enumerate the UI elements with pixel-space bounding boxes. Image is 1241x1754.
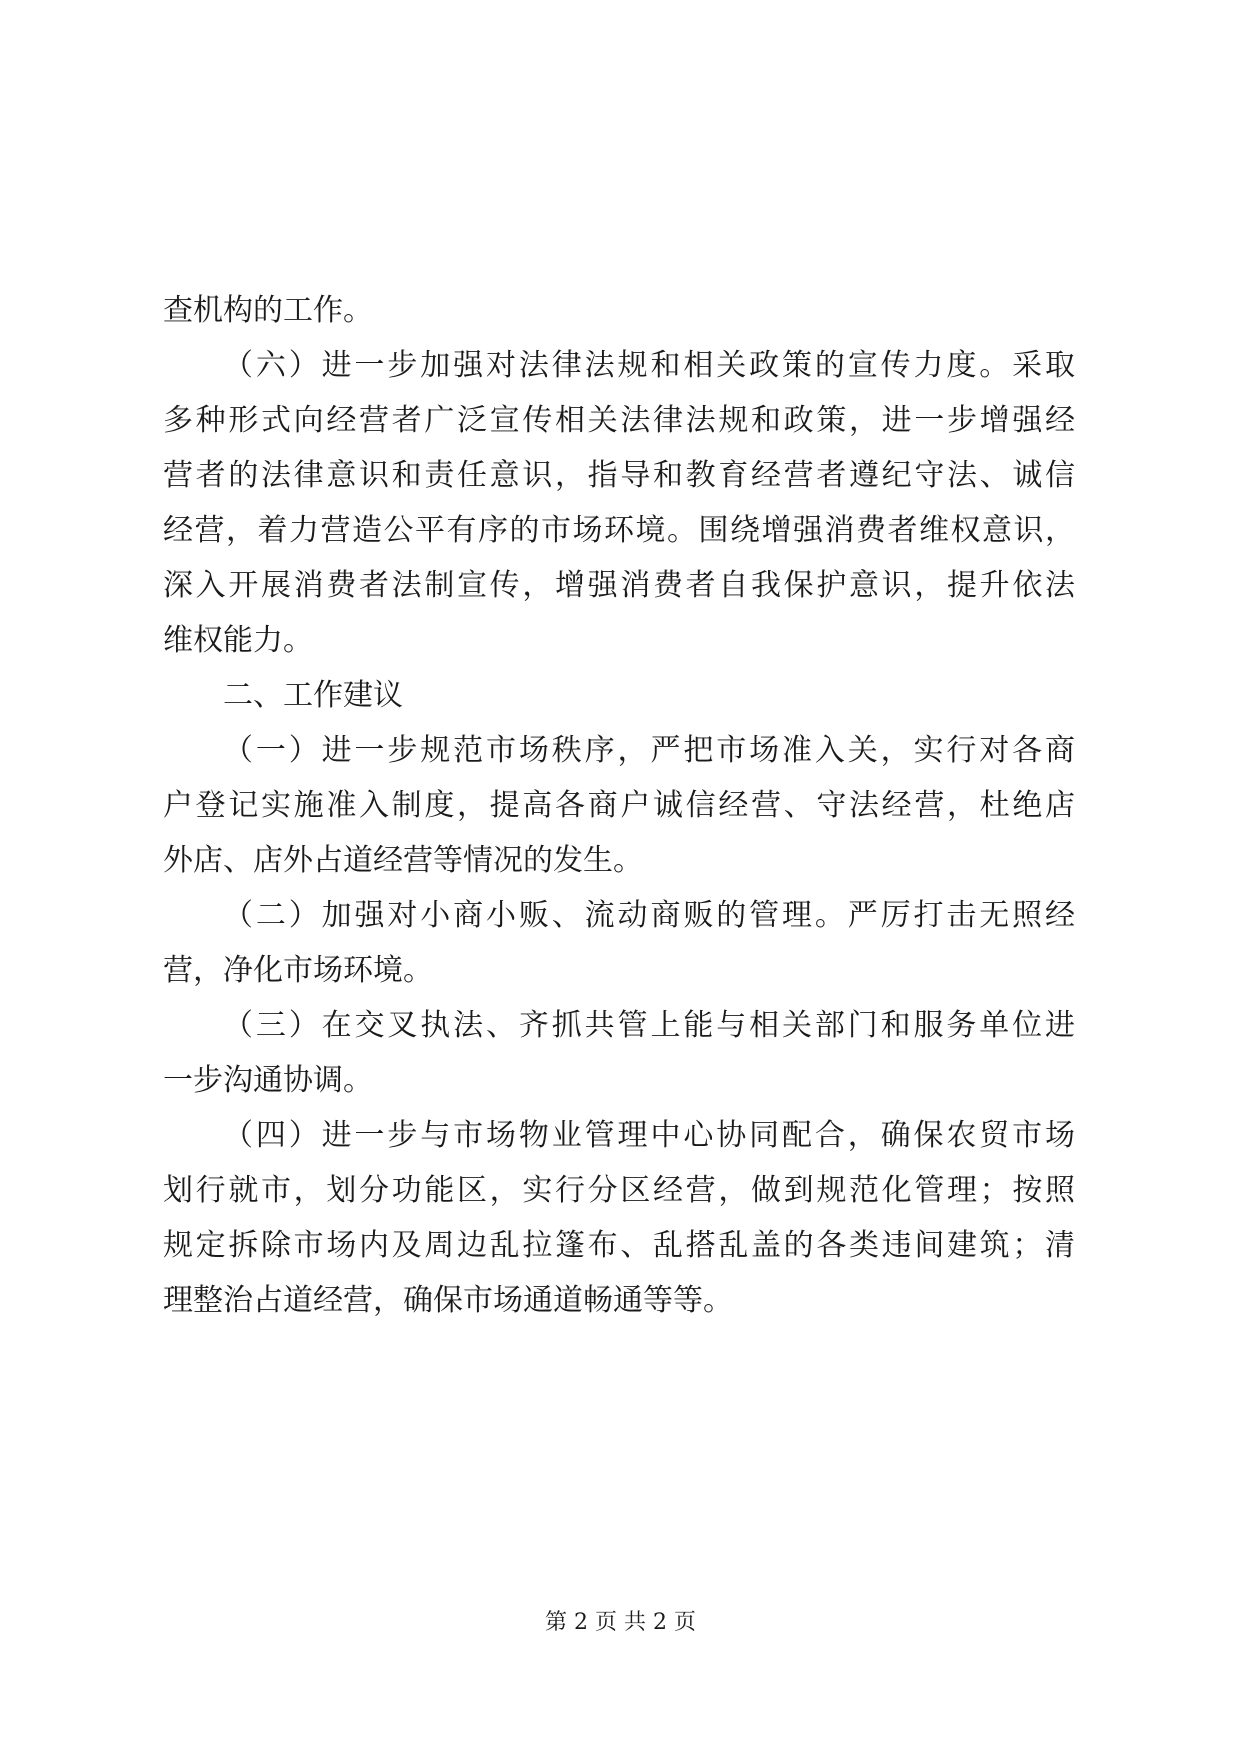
line-text: 营者的法律意识和责任意识，指导和教育经营者遵纪守法、诚信 — [163, 458, 1075, 493]
line-text: 规定拆除市场内及周边乱拉篷布、乱搭乱盖的各类违间建筑；清 — [163, 1228, 1075, 1263]
line-text: （一）进一步规范市场秩序，严把市场准入关，实行对各商 — [223, 733, 1075, 768]
line-text: 营，净化市场环境。 — [163, 953, 433, 988]
line-text: （二）加强对小商小贩、流动商贩的管理。严厉打击无照经 — [223, 898, 1075, 933]
line-text: 划行就市，划分功能区，实行分区经营，做到规范化管理；按照 — [163, 1173, 1075, 1208]
line-text: 外店、店外占道经营等情况的发生。 — [163, 843, 643, 878]
text-line — [163, 1201, 1075, 1401]
line-text: 经营，着力营造公平有序的市场环境。围绕增强消费者维权意识， — [163, 513, 1075, 548]
page-footer — [0, 1608, 1241, 1638]
line-text: 户登记实施准入制度，提高各商户诚信经营、守法经营，杜绝店 — [163, 788, 1075, 823]
section-heading-text: 二、工作建议 — [223, 678, 403, 713]
line-text: 深入开展消费者法制宣传，增强消费者自我保护意识，提升依法 — [163, 568, 1075, 603]
line-text: （三）在交叉执法、齐抓共管上能与相关部门和服务单位进 — [223, 1008, 1075, 1043]
line-text: 多种形式向经营者广泛宣传相关法律法规和政策，进一步增强经 — [163, 403, 1075, 438]
line-text: （四）进一步与市场物业管理中心协同配合，确保农贸市场 — [223, 1118, 1075, 1153]
line-text: 一步沟通协调。 — [163, 1063, 373, 1098]
line-text: 维权能力。 — [163, 623, 313, 658]
line-text: 理整治占道经营，确保市场通道畅通等等。 — [163, 1283, 733, 1318]
line-text: （六）进一步加强对法律法规和相关政策的宣传力度。采取 — [223, 348, 1075, 383]
page-number-label: 第 2 页 共 2 页 — [545, 1610, 696, 1635]
line-text: 查机构的工作。 — [163, 293, 373, 328]
